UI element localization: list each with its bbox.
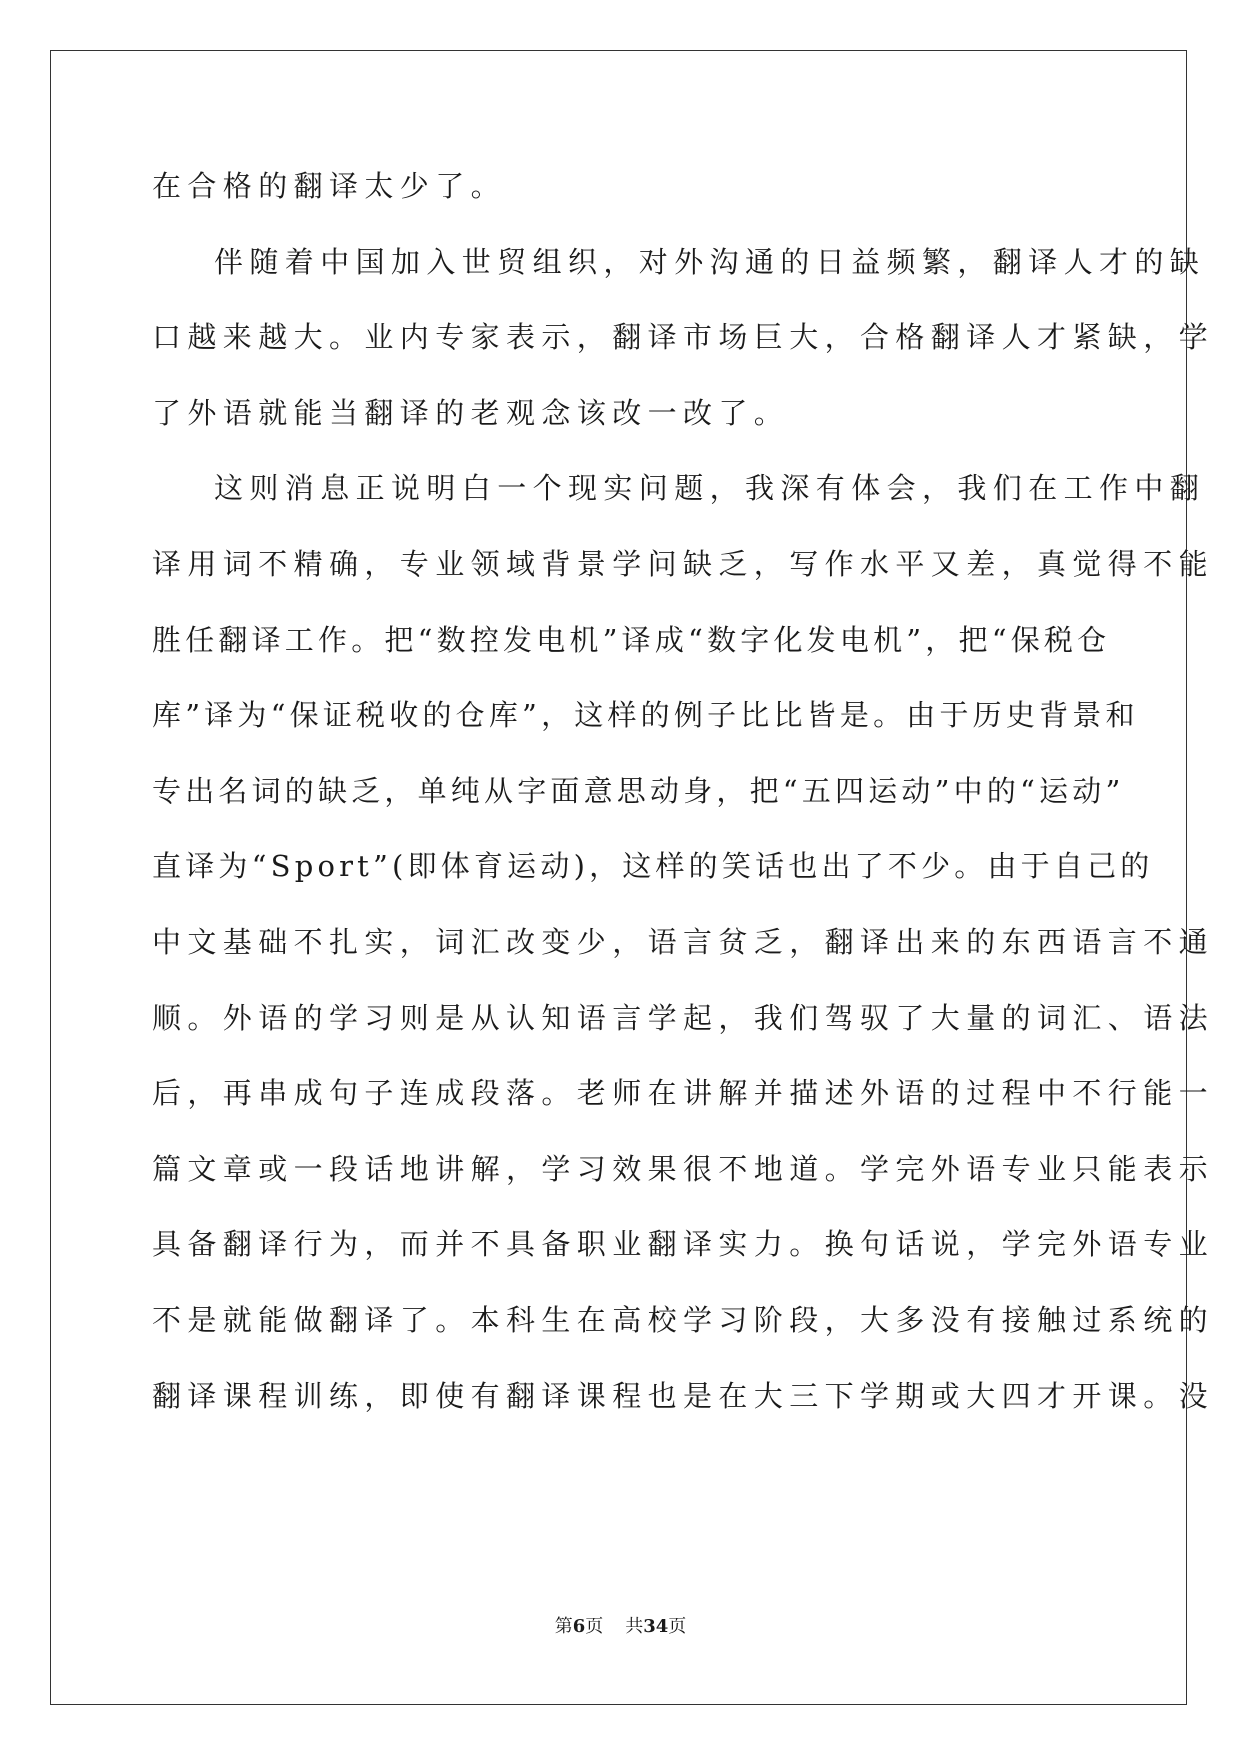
text-line: 伴随着中国加入世贸组织，对外沟通的日益频繁，翻译人才的缺: [214, 244, 1206, 279]
page-number: 6: [572, 1616, 586, 1637]
text-line: 在合格的翻译太少了。: [152, 169, 507, 203]
text-line: 中文基础不扎实，词汇改变少，语言贫乏，翻译出来的东西语言不通: [152, 924, 1215, 959]
text-line: 口越来越大。业内专家表示，翻译市场巨大，合格翻译人才紧缺，学: [152, 320, 1215, 355]
footer-total-prefix: 共: [625, 1616, 644, 1637]
text-line: 具备翻译行为，而并不具备职业翻译实力。换句话说，学完外语专业: [152, 1227, 1215, 1262]
page-footer: [0, 1616, 1241, 1638]
text-line: 后，再串成句子连成段落。老师在讲解并描述外语的过程中不行能一: [152, 1076, 1215, 1111]
footer-total-suffix: 页: [668, 1616, 687, 1637]
total-pages: 34: [643, 1616, 669, 1637]
text-line: 胜任翻译工作。把“数控发电机”译成“数字化发电机”，把“保税仓: [152, 622, 1111, 657]
text-line: 了外语就能当翻译的老观念该改一改了。: [152, 395, 790, 430]
document-body: [152, 164, 1215, 1449]
text-line: 库”译为“保证税收的仓库”，这样的例子比比皆是。由于历史背景和: [152, 698, 1139, 733]
text-line: 篇文章或一段话地讲解，学习效果很不地道。学完外语专业只能表示: [152, 1151, 1215, 1186]
text-line: 译用词不精确，专业领域背景学问缺乏，写作水平又差，真觉得不能: [152, 546, 1215, 581]
footer-prefix: 第: [554, 1616, 573, 1637]
text-line: 翻译课程训练，即使有翻译课程也是在大三下学期或大四才开课。没: [152, 1378, 1215, 1413]
text-line: 直译为“Sport”(即体育运动)，这样的笑话也出了不少。由于自己的: [152, 849, 1154, 884]
text-line: 这则消息正说明白一个现实问题，我深有体会，我们在工作中翻: [214, 471, 1206, 506]
footer-page-suffix: 页: [585, 1616, 604, 1637]
text-line: 顺。外语的学习则是从认知语言学起，我们驾驭了大量的词汇、语法: [152, 1000, 1215, 1035]
text-line: 专出名词的缺乏，单纯从字面意思动身，把“五四运动”中的“运动”: [152, 773, 1125, 808]
text-line: 不是就能做翻译了。本科生在高校学习阶段，大多没有接触过系统的: [152, 1302, 1215, 1337]
